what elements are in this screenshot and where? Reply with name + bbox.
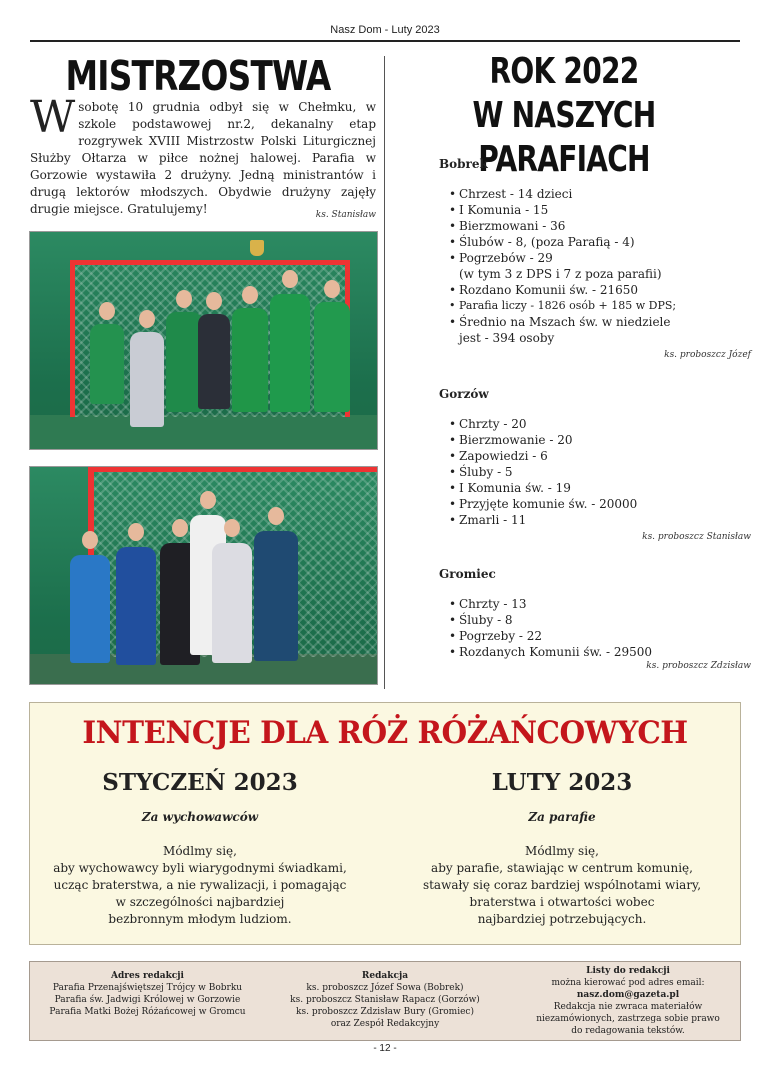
january-subtitle: Za wychowawców [141, 810, 259, 824]
parish-stats-list [439, 186, 768, 346]
player [212, 543, 252, 663]
player [198, 314, 230, 409]
article-signature: ks. Stanisław [315, 210, 376, 220]
address-block [40, 970, 255, 1018]
parish-stats-list [439, 596, 768, 660]
player-head [176, 290, 192, 308]
player-head [224, 519, 240, 537]
player [254, 531, 298, 661]
drop-cap: W [30, 92, 76, 143]
team-photo-1 [29, 231, 378, 450]
list-item: • I Komunia św. - 19 [449, 480, 768, 496]
list-item: • Średnio na Mszach św. w niedziele [449, 314, 768, 330]
list-item: • Pogrzebów - 29 [449, 250, 768, 266]
list-item: • Chrzty - 13 [449, 596, 768, 612]
player-head [282, 270, 298, 288]
february-heading: LUTY 2023 [491, 769, 633, 796]
prayer-line: aby parafie, stawiając w centrum komunię, [431, 861, 693, 875]
player [166, 312, 202, 412]
list-item: • Parafia liczy - 1826 osób + 185 w DPS; [449, 298, 768, 314]
contact-email-link[interactable]: nasz.dom@gazeta.pl [576, 990, 680, 1000]
player-head [172, 519, 188, 537]
parish-gorzow [439, 386, 768, 545]
list-item: • I Komunia - 15 [449, 202, 768, 218]
masthead-footer [29, 961, 741, 1041]
prayer-line: bezbronnym młodym ludziom. [108, 912, 292, 926]
player-head [268, 507, 284, 525]
page-header: Nasz Dom - Luty 2023 [330, 24, 440, 36]
stats-title-line1: ROK 2022 [489, 51, 639, 92]
page-number: - 12 - [373, 1043, 397, 1054]
parish-stats-list [439, 416, 768, 528]
player [232, 308, 268, 412]
trophy [250, 240, 264, 256]
team-photo-2 [29, 466, 378, 685]
prayer-line: najbardziej potrzebujących. [477, 912, 647, 926]
player [130, 332, 164, 427]
address-heading: Adres redakcji [111, 971, 184, 981]
address-line: Parafia Matki Bożej Różańcowej w Gromcu [49, 1007, 246, 1017]
editor-line: ks. proboszcz Stanisław Rapacz (Gorzów) [290, 995, 480, 1005]
list-item-continuation: jest - 394 osoby [459, 331, 555, 345]
parish-bobrek [439, 156, 768, 363]
list-item: • Bierzmowanie - 20 [449, 432, 768, 448]
header-rule [30, 40, 740, 42]
list-item: • Ślubów - 8, (poza Parafią - 4) [449, 234, 768, 250]
player-head [139, 310, 155, 328]
january-heading: STYCZEŃ 2023 [102, 769, 298, 796]
february-subtitle: Za parafie [528, 810, 596, 824]
player [314, 302, 350, 412]
player [116, 547, 156, 665]
photo-floor [30, 415, 377, 449]
player [70, 555, 110, 663]
list-item: • Zapowiedzi - 6 [449, 448, 768, 464]
list-item: • Pogrzeby - 22 [449, 628, 768, 644]
prayer-line: ucząc braterstwa, a nie rywalizacji, i pomagając [53, 878, 347, 892]
list-item: • Śluby - 8 [449, 612, 768, 628]
rosary-title: INTENCJE DLA RÓŻ RÓŻAŃCOWYCH [82, 715, 688, 751]
parish-gromiec [439, 566, 768, 674]
list-item: • Przyjęte komunie św. - 20000 [449, 496, 768, 512]
january-prayer [30, 843, 370, 928]
letters-line: Redakcja nie zwraca materiałów [553, 1002, 703, 1012]
list-item: • Chrzty - 20 [449, 416, 768, 432]
article-body [30, 92, 376, 218]
editor-line: oraz Zespół Redakcyjny [330, 1019, 440, 1029]
parish-name: Bobrek [439, 157, 488, 171]
stats-title-line2: W NASZYCH PARAFIACH [472, 95, 656, 180]
rosary-intentions-box [29, 702, 741, 945]
editors-block [275, 970, 495, 1030]
prayer-line: Módlmy się, [163, 844, 237, 858]
player-head [82, 531, 98, 549]
prayer-line: braterstwa i otwartości wobec [469, 895, 655, 909]
list-item-continuation: (w tym 3 z DPS i 7 z poza parafii) [459, 267, 662, 281]
player-head [200, 491, 216, 509]
parish-signature: ks. proboszcz Józef [664, 350, 751, 360]
list-item: • Bierzmowani - 36 [449, 218, 768, 234]
editors-heading: Redakcja [361, 971, 409, 981]
letters-block [528, 965, 728, 1037]
prayer-line: aby wychowawcy byli wiarygodnymi świadkami, [53, 861, 347, 875]
player-head [324, 280, 340, 298]
address-line: Parafia Przenajświętszej Trójcy w Bobrku [52, 983, 243, 993]
editor-line: ks. proboszcz Józef Sowa (Bobrek) [306, 983, 464, 993]
list-item: • Chrzest - 14 dzieci [449, 186, 768, 202]
parish-name: Gromiec [439, 567, 496, 581]
letters-line: niezamówionych, zastrzega sobie prawo [536, 1014, 720, 1024]
letters-line: do redagowania tekstów. [571, 1026, 685, 1036]
player-head [99, 302, 115, 320]
list-item: • Śluby - 5 [449, 464, 768, 480]
player [270, 294, 310, 412]
list-item: • Rozdano Komunii św. - 21650 [449, 282, 768, 298]
list-item: • Rozdanych Komunii św. - 29500 [449, 644, 768, 660]
editor-line: ks. proboszcz Zdzisław Bury (Gromiec) [296, 1007, 474, 1017]
address-line: Parafia św. Jadwigi Królowej w Gorzowie [54, 995, 241, 1005]
parish-signature: ks. proboszcz Zdzisław [646, 661, 751, 671]
player-head [242, 286, 258, 304]
column-divider [384, 56, 385, 689]
list-item: • Zmarli - 11 [449, 512, 768, 528]
february-prayer [392, 843, 732, 928]
prayer-line: stawały się coraz bardziej wspólnotami wiary, [422, 878, 702, 892]
parish-signature: ks. proboszcz Stanisław [642, 532, 751, 542]
letters-line: można kierować pod adres email: [551, 978, 705, 988]
article-text: sobotę 10 grudnia odbył się w Chełmku, w szkole podstawowej nr.2, dekanalny etap rozgrywek XVIII Mistrzostw Polski Liturgicznej Służby Ołtarza w piłce nożnej halowej. Parafia w Gorzowie wystawiła 2 drużyny. Jedną ministrantów i drugą lektorów młodszych. Obydwie drużyny zajęły drugie miejsce. Gratulujemy! [30, 100, 376, 216]
player [90, 324, 124, 404]
letters-heading: Listy do redakcji [586, 966, 670, 976]
player-head [128, 523, 144, 541]
prayer-line: Módlmy się, [525, 844, 599, 858]
parish-name: Gorzów [439, 387, 489, 401]
prayer-line: w szczególności najbardziej [115, 895, 285, 909]
article-title: MISTRZOSTWA [65, 52, 331, 100]
player-head [206, 292, 222, 310]
